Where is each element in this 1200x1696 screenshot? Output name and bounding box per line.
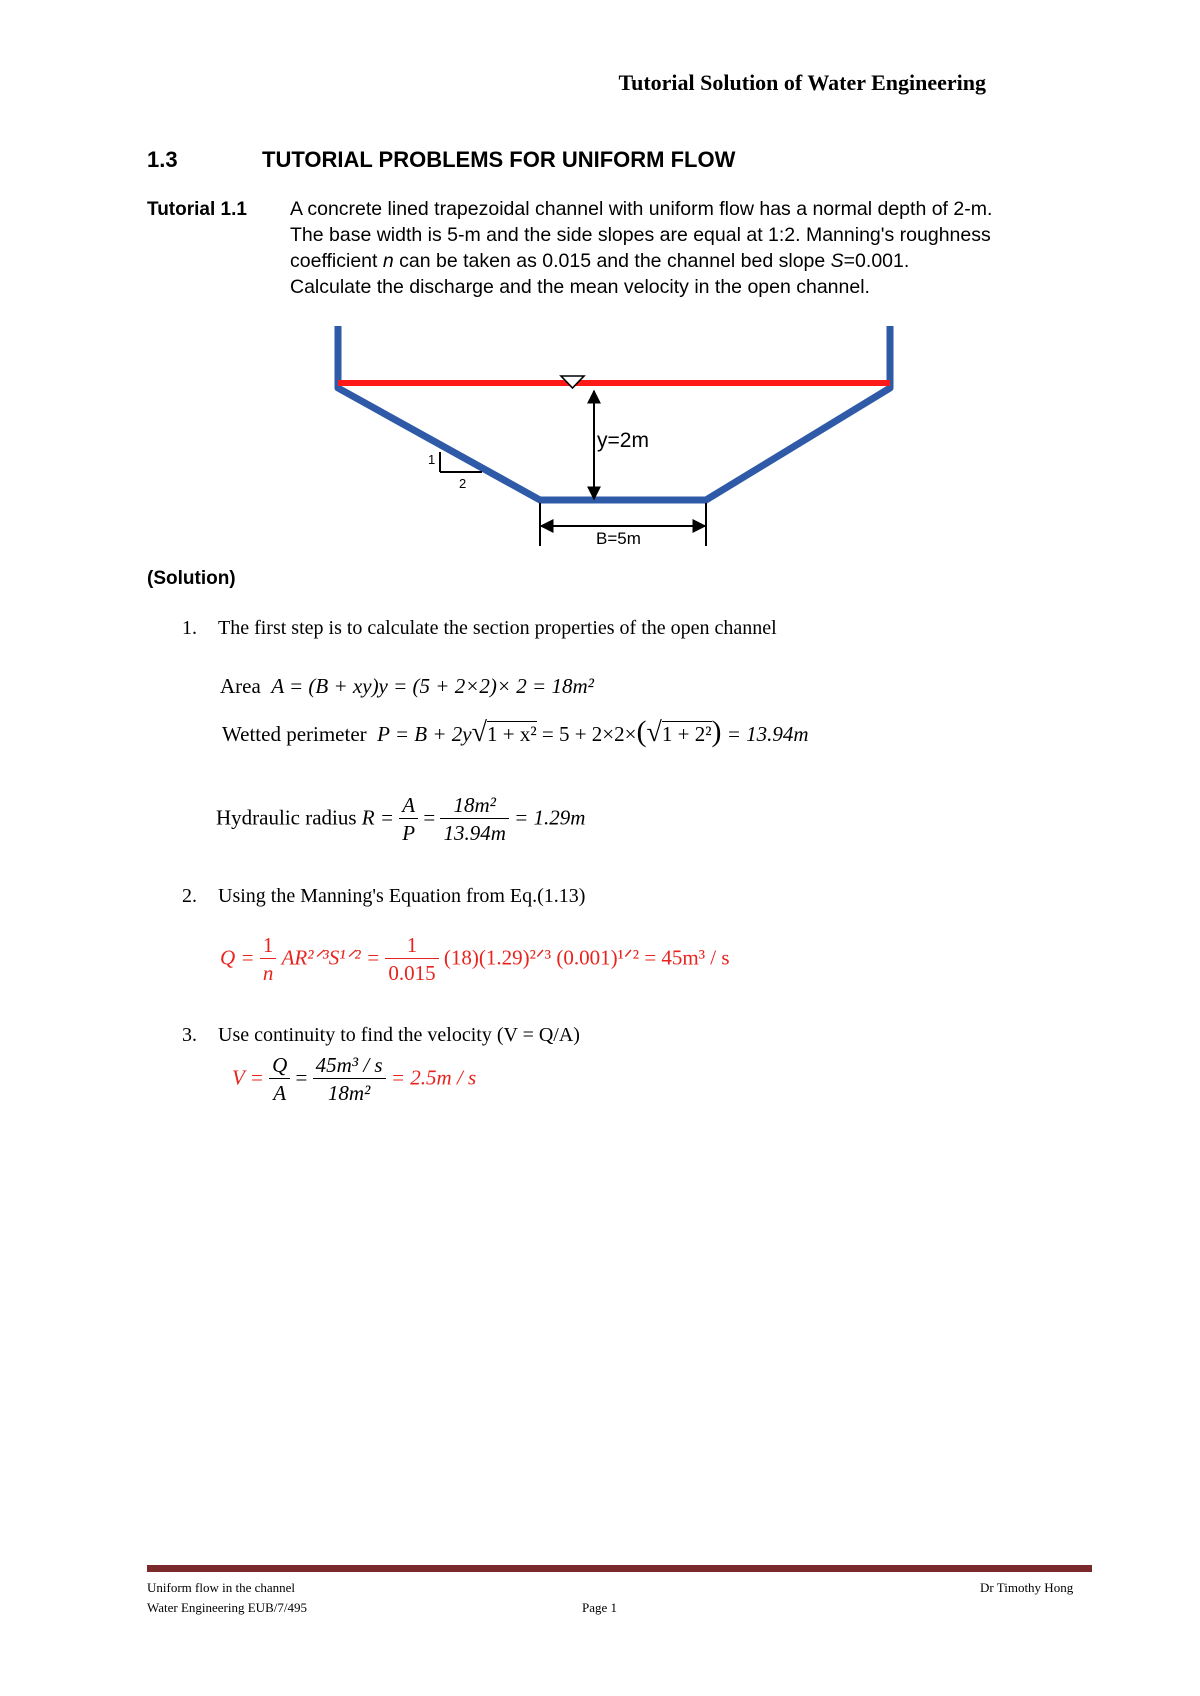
solution-heading: (Solution) xyxy=(147,568,236,589)
step-3-number: 3. xyxy=(182,1024,197,1046)
tutorial-label: Tutorial 1.1 xyxy=(147,199,247,220)
step-2-text: Using the Manning's Equation from Eq.(1.13) xyxy=(218,885,586,907)
step-1-text: The first step is to calculate the section properties of the open channel xyxy=(218,617,777,639)
footer-module: Water Engineering EUB/7/495 xyxy=(147,1600,307,1615)
velocity-equation: V = $\frac{Q}{A}$ = $\frac{\text{45m³ / s}}{\text{18m²}}$ = 2.5m / s xyxy=(232,1053,477,1105)
page-header-title: Tutorial Solution of Water Engineering xyxy=(618,70,986,95)
step-3-text: Use continuity to find the velocity (V = Q/A) xyxy=(218,1024,580,1046)
area-equation: Area A = (B + xy)y = (5 + 2×2)× 2 = 18m² xyxy=(220,674,594,698)
footer-page-number: Page 1 xyxy=(582,1600,618,1615)
hydraulic-radius-equation: Hydraulic radius R = $\frac{A}{P}$ = $\frac{\text{18m²}}{13.94m}$ = 1.29m xyxy=(216,793,586,845)
footer-divider xyxy=(147,1565,1092,1572)
perimeter-equation: Wetted perimeter P = B + 2y√1 + x² = 5 + 2×2×(√1 + 2²) = 13.94m xyxy=(222,715,809,748)
problem-line-2: The base width is 5-m and the side slopes are equal at 1:2. Manning's roughness xyxy=(290,224,991,246)
depth-label: y=2m xyxy=(597,429,649,452)
section-title: TUTORIAL PROBLEMS FOR UNIFORM FLOW xyxy=(262,147,736,172)
problem-line-1: A concrete lined trapezoidal channel with uniform flow has a normal depth of 2-m. xyxy=(290,198,993,220)
footer-author: Dr Timothy Hong xyxy=(980,1580,1074,1595)
section-number: 1.3 xyxy=(147,147,178,172)
problem-line-3: coefficient n can be taken as 0.015 and the channel bed slope S=0.001. xyxy=(290,250,910,272)
slope-run-label: 2 xyxy=(459,476,467,491)
footer-course: Uniform flow in the channel xyxy=(147,1580,296,1595)
problem-line-4: Calculate the discharge and the mean velocity in the open channel. xyxy=(290,276,870,298)
step-1-number: 1. xyxy=(182,617,197,639)
channel-outline xyxy=(338,326,890,500)
slope-rise-label: 1 xyxy=(428,452,436,467)
base-width-label: B=5m xyxy=(596,529,641,548)
manning-equation: Q = $\frac{1}{n}$ AR²ᐟ³S¹ᐟ² = $\frac{1}{0.015}$ (18)(1.29)²ᐟ³ (0.001)¹ᐟ² = 45m³ / s xyxy=(220,933,730,985)
channel-diagram xyxy=(0,0,1200,560)
step-2-number: 2. xyxy=(182,885,197,907)
